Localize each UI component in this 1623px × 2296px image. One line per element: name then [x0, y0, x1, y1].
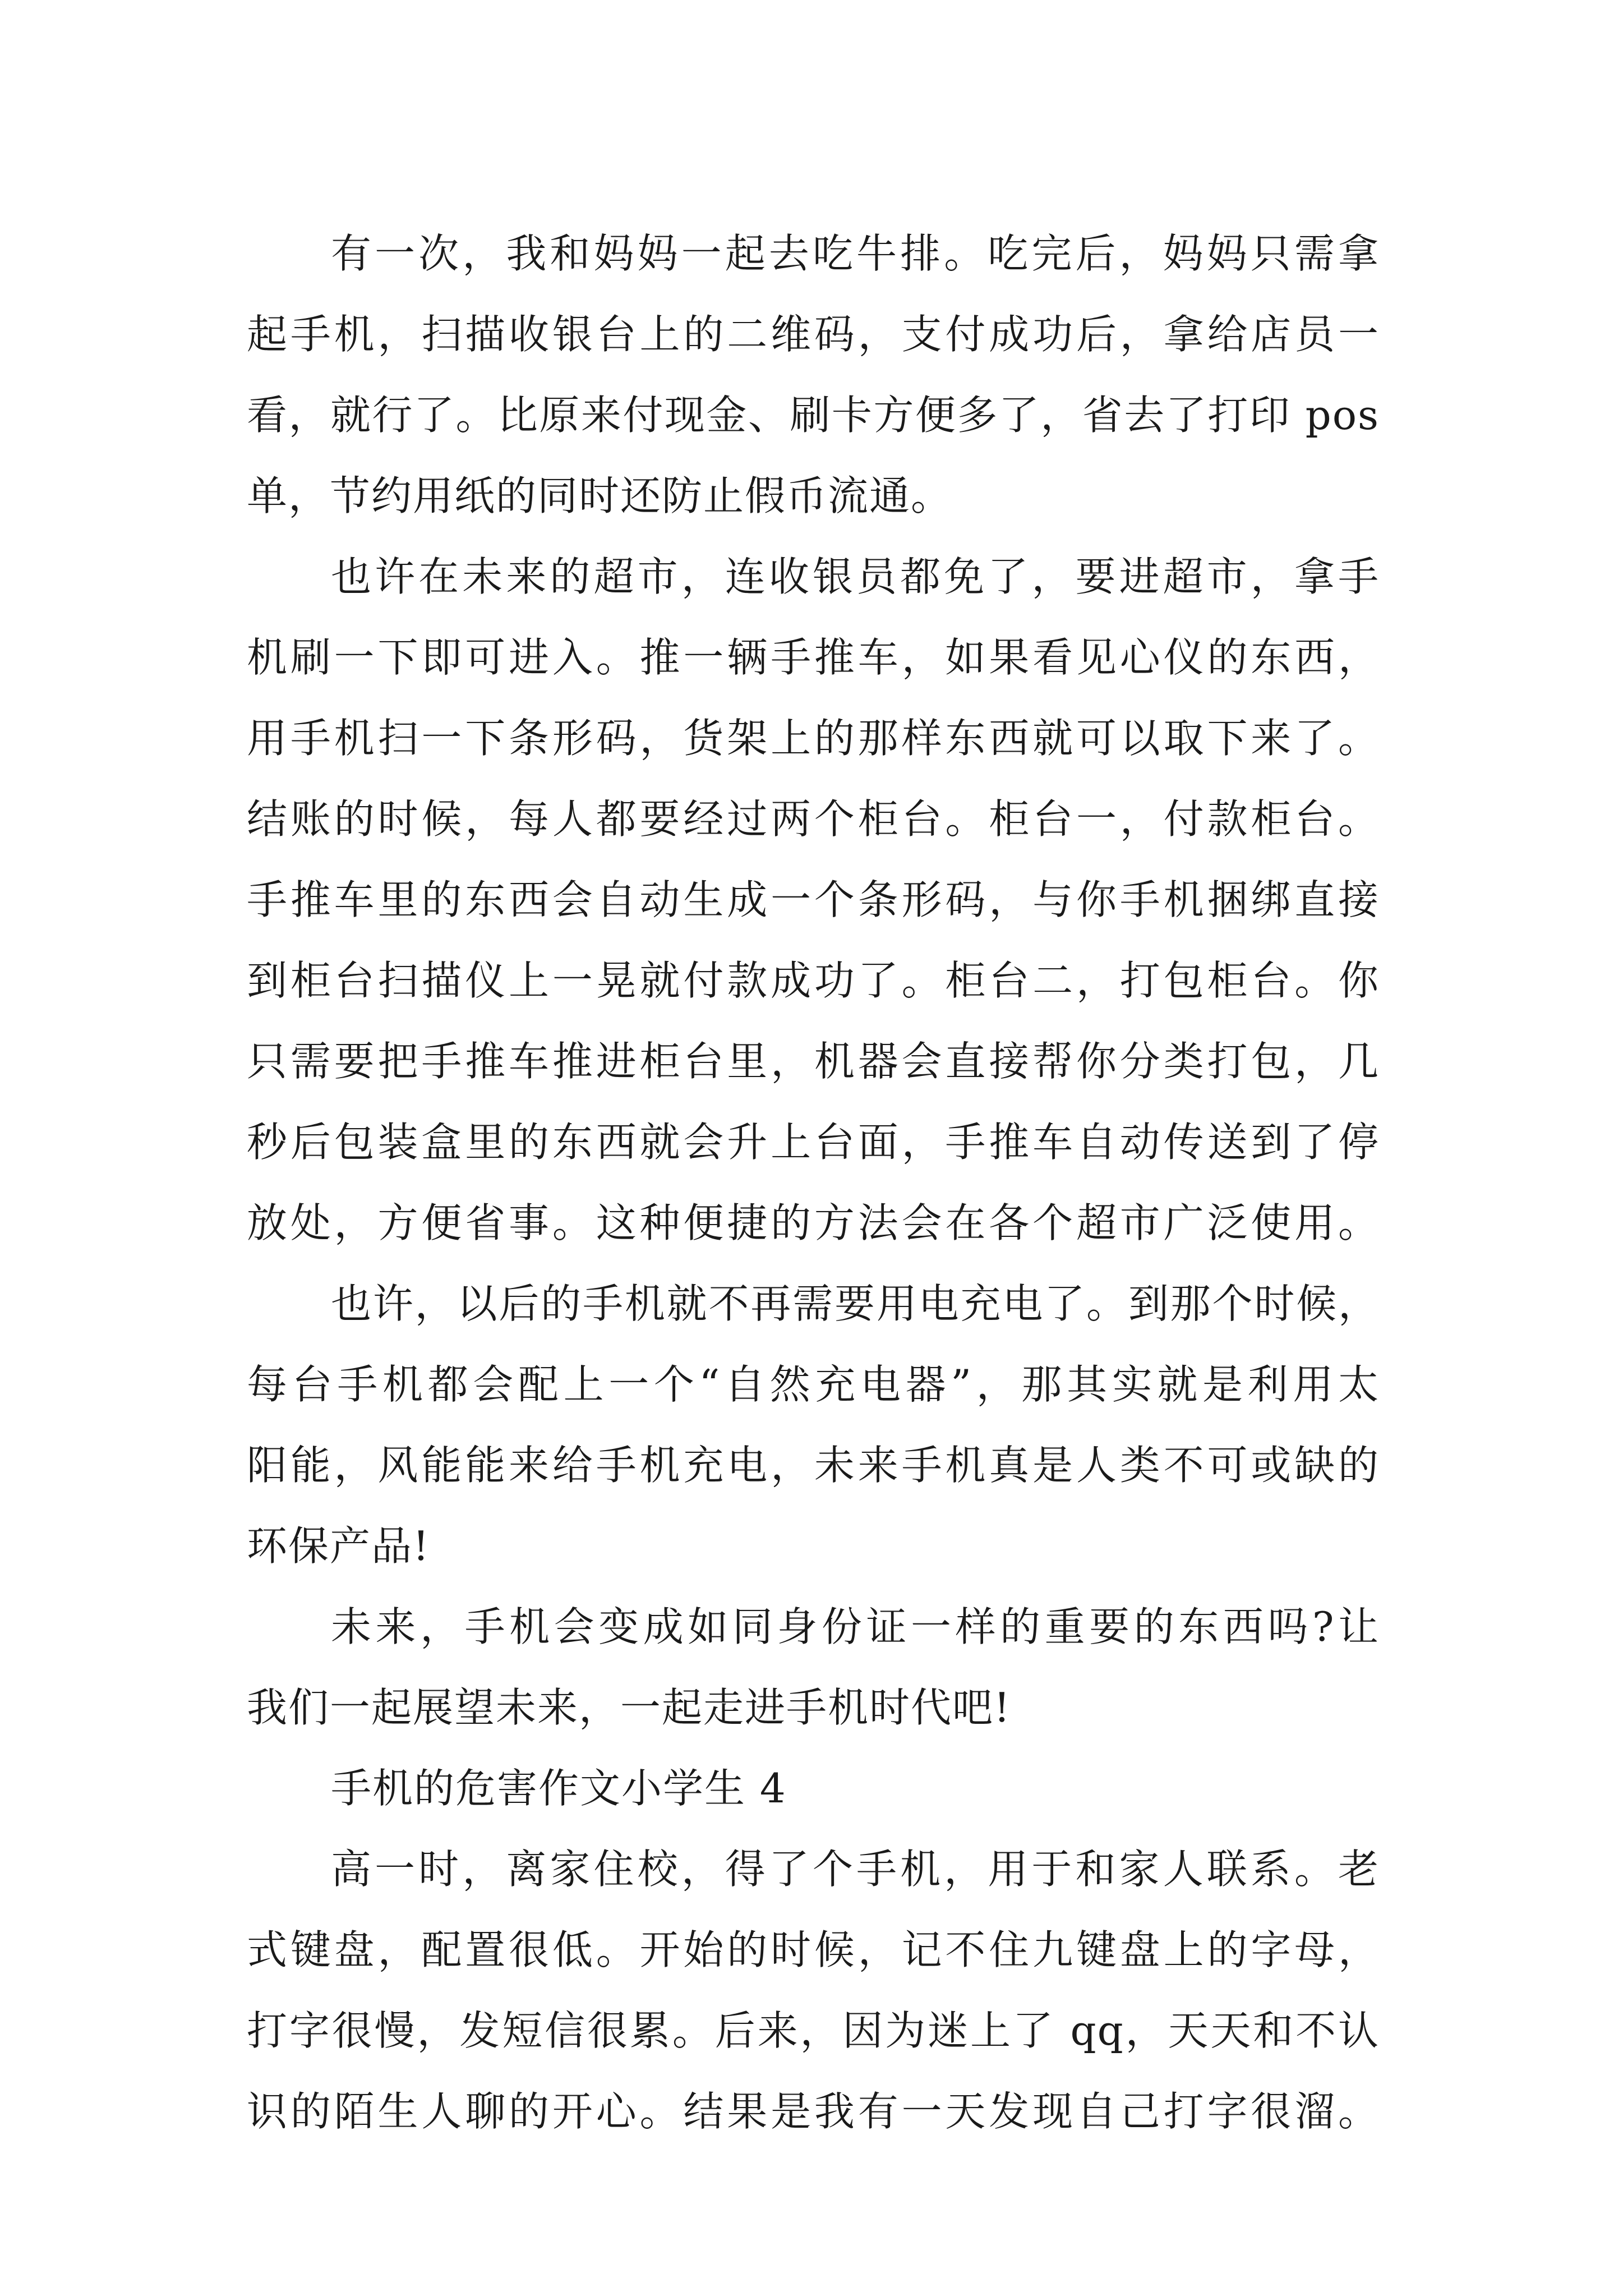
paragraph-4-line-1: 未来，手机会变成如同身份证一样的重要的东西吗?让 — [331, 1603, 1380, 1650]
paragraph-5-line-3: 打字很慢，发短信很累。后来，因为迷上了 qq，天天和不认 — [247, 2007, 1380, 2054]
paragraph-1-line-2: 起手机，扫描收银台上的二维码，支付成功后，拿给店员一 — [247, 311, 1380, 358]
paragraph-2-line-7: 只需要把手推车推进柜台里，机器会直接帮你分类打包，几 — [247, 1038, 1380, 1085]
paragraph-1-line-4: 单，节约用纸的同时还防止假币流通。 — [247, 472, 953, 519]
paragraph-1-line-3: 看，就行了。比原来付现金、刷卡方便多了，省去了打印 pos — [247, 392, 1380, 439]
paragraph-2-line-3: 用手机扫一下条形码，货架上的那样东西就可以取下来了。 — [247, 715, 1380, 762]
paragraph-3-line-2: 每台手机都会配上一个“自然充电器”，那其实就是利用太 — [247, 1361, 1380, 1408]
paragraph-2-line-2: 机刷一下即可进入。推一辆手推车，如果看见心仪的东西， — [247, 634, 1380, 681]
paragraph-2-line-9: 放处，方便省事。这种便捷的方法会在各个超市广泛使用。 — [247, 1199, 1380, 1246]
paragraph-4-line-2: 我们一起展望未来，一起走进手机时代吧! — [247, 1684, 1011, 1731]
paragraph-3-line-4: 环保产品! — [247, 1522, 430, 1570]
paragraph-5-line-4: 识的陌生人聊的开心。结果是我有一天发现自己打字很溜。 — [247, 2088, 1380, 2135]
paragraph-5-line-2: 式键盘，配置很低。开始的时候，记不住九键盘上的字母， — [247, 1926, 1380, 1973]
paragraph-2-line-5: 手推车里的东西会自动生成一个条形码，与你手机捆绑直接 — [247, 876, 1380, 923]
paragraph-1-line-1: 有一次，我和妈妈一起去吃牛排。吃完后，妈妈只需拿 — [331, 230, 1380, 277]
paragraph-2-line-8: 秒后包装盒里的东西就会升上台面，手推车自动传送到了停 — [247, 1119, 1380, 1166]
paragraph-5-line-1: 高一时，离家住校，得了个手机，用于和家人联系。老 — [331, 1846, 1380, 1893]
paragraph-3-line-3: 阳能，风能能来给手机充电，未来手机真是人类不可或缺的 — [247, 1442, 1380, 1489]
section-heading: 手机的危害作文小学生 4 — [331, 1765, 787, 1812]
paragraph-2-line-4: 结账的时候，每人都要经过两个柜台。柜台一，付款柜台。 — [247, 795, 1380, 843]
paragraph-2-line-6: 到柜台扫描仪上一晃就付款成功了。柜台二，打包柜台。你 — [247, 957, 1380, 1004]
document-body — [247, 213, 1380, 2152]
paragraph-2-line-1: 也许在未来的超市，连收银员都免了，要进超市，拿手 — [331, 553, 1380, 600]
paragraph-3-line-1: 也许，以后的手机就不再需要用电充电了。到那个时候， — [331, 1280, 1380, 1327]
